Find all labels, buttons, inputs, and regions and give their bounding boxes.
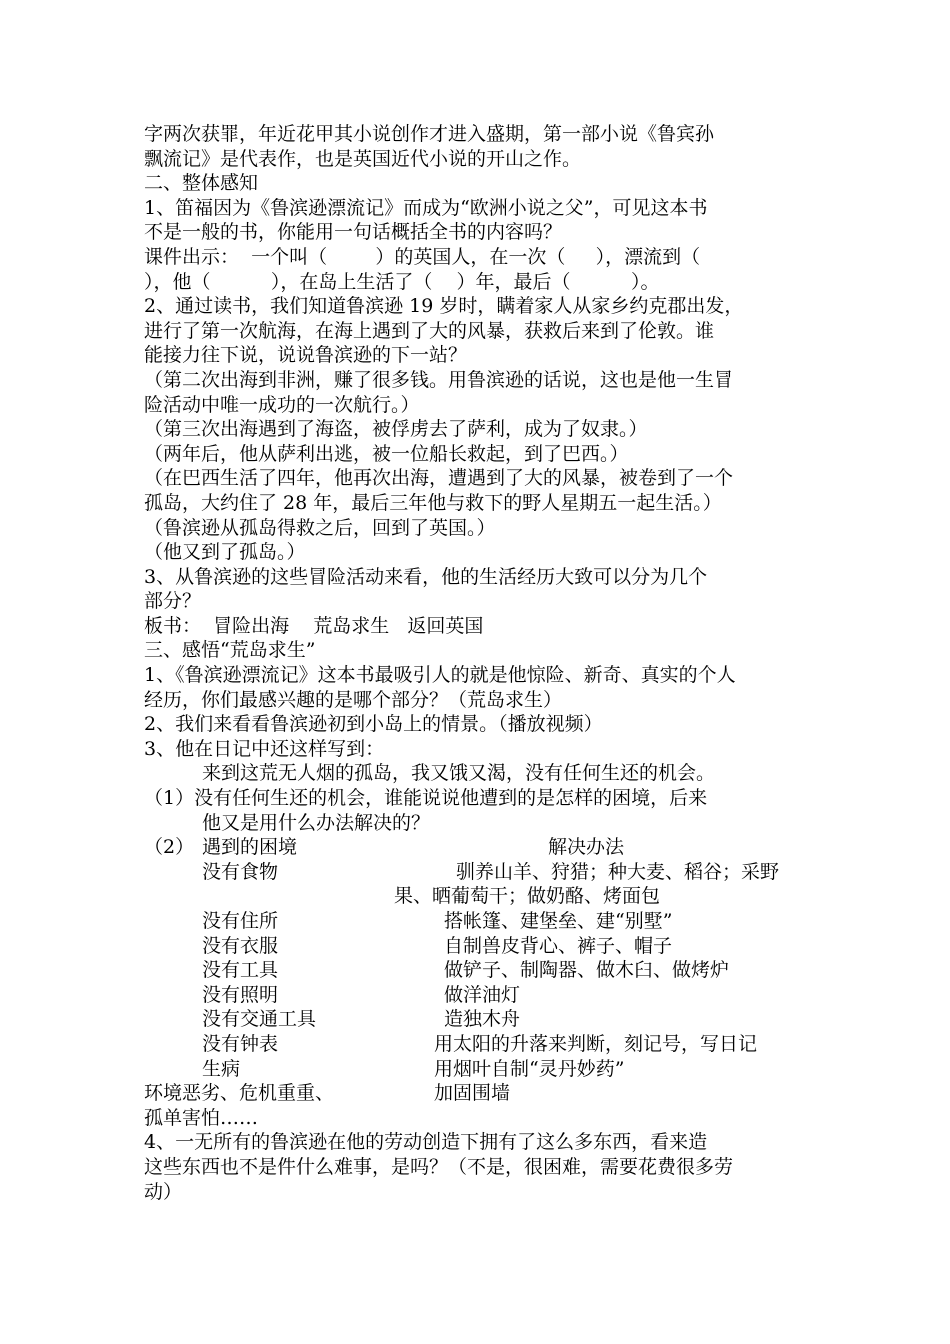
table-cell-right: 自制兽皮背心、裤子、帽子 xyxy=(444,934,673,957)
section-heading: 二、整体感知 xyxy=(144,172,259,195)
table-row xyxy=(144,1106,816,1131)
text-line: 1、笛福因为《鲁滨逊漂流记》而成为“欧洲小说之父”，可见这本书 xyxy=(144,196,708,219)
text-line: 课件出示： 一个叫（ ）的英国人，在一次（ ），漂流到（ xyxy=(144,245,701,268)
text-line: 动） xyxy=(144,1180,183,1203)
table-cell-right: 用烟叶自制“灵丹妙药” xyxy=(434,1057,625,1080)
difficulty-solution-table xyxy=(144,835,816,1130)
text-line: 1、《鲁滨逊漂流记》这本书最吸引人的就是他惊险、新奇、真实的个人 xyxy=(144,664,736,687)
table-header-right: 解决办法 xyxy=(548,836,625,859)
table-cell-left: 环境恶劣、危机重重、 xyxy=(144,1082,335,1105)
table-cell-left: 生病 xyxy=(202,1057,241,1080)
text-line: （鲁滨逊从孤岛得救之后，回到了英国。） xyxy=(144,516,496,539)
table-cell-right: 用太阳的升落来判断，刻记号，写日记 xyxy=(434,1032,758,1055)
text-line: 2、通过读书，我们知道鲁滨逊 19 岁时，瞒着家人从家乡约克郡出发， xyxy=(144,295,744,318)
table-cell-left: 没有衣服 xyxy=(202,934,279,957)
text-line: 字两次获罪，年近花甲其小说创作才进入盛期，第一部小说《鲁宾孙 xyxy=(144,123,715,145)
table-cell-right: 做铲子、制陶器、做木臼、做烤炉 xyxy=(444,959,730,982)
table-header-row xyxy=(144,835,816,860)
table-row xyxy=(144,884,816,909)
text-line: 3、他在日记中还这样写到： xyxy=(144,737,385,760)
table-row xyxy=(144,983,816,1008)
table-cell-left: 没有住所 xyxy=(202,910,279,932)
table-cell-right: 搭帐篷、建堡垒、建“别墅” xyxy=(444,910,673,932)
text-line: 这些东西也不是件什么难事，是吗？（不是，很困难，需要花费很多劳 xyxy=(144,1155,734,1178)
table-row xyxy=(144,1007,816,1032)
text-line: （在巴西生活了四年，他再次出海，遭遇到了大的风暴，被卷到了一个 xyxy=(144,467,734,490)
table-row xyxy=(144,958,816,983)
text-line: 不是一般的书，你能用一句话概括全书的内容吗？ xyxy=(144,221,563,244)
diary-quote: 来到这荒无人烟的孤岛，我又饿又渴，没有任何生还的机会。 xyxy=(202,762,716,785)
text-line: 3、从鲁滨逊的这些冒险活动来看，他的生活经历大致可以分为几个 xyxy=(144,565,708,588)
table-cell-right: 做洋油灯 xyxy=(444,983,521,1006)
table-cell-right: 加固围墙 xyxy=(434,1082,511,1105)
text-line: 4、一无所有的鲁滨逊在他的劳动创造下拥有了这么多东西，看来造 xyxy=(144,1131,708,1154)
text-line: （1）没有任何生还的机会，谁能说说他遭到的是怎样的困境，后来 xyxy=(144,787,708,810)
text-line: 经历，你们最感兴趣的是哪个部分？（荒岛求生） xyxy=(144,688,563,711)
text-line: 进行了第一次航海，在海上遇到了大的风暴，获救后来到了伦敦。谁 xyxy=(144,319,715,342)
table-cell-left: 没有工具 xyxy=(202,959,279,982)
document-body xyxy=(144,122,816,1204)
text-line: 孤岛，大约住了 28 年，最后三年他与救下的野人星期五一起生活。） xyxy=(144,491,722,514)
table-cell-left: 没有照明 xyxy=(202,983,279,1006)
text-line: 险活动中唯一成功的一次航行。） xyxy=(144,393,420,416)
table-cell-left: 没有钟表 xyxy=(202,1032,279,1055)
text-line: 能接力往下说，说说鲁滨逊的下一站？ xyxy=(144,344,468,367)
text-line: 部分？ xyxy=(144,590,202,613)
text-line: ），他（ ），在岛上生活了（ ）年，最后（ ）。 xyxy=(144,270,660,293)
table-row xyxy=(144,934,816,959)
table-cell-right: 果、晒葡萄干；做奶酪、烤面包 xyxy=(394,885,661,908)
text-line: 他又是用什么办法解决的？ xyxy=(202,811,431,834)
table-row xyxy=(144,860,816,885)
text-line: 飘流记》是代表作，也是英国近代小说的开山之作。 xyxy=(144,147,582,170)
text-line: （两年后，他从萨利出逃，被一位船长救起，到了巴西。） xyxy=(144,442,629,465)
section-heading: 三、感悟“荒岛求生” xyxy=(144,639,316,662)
table-header-number: （2） xyxy=(144,836,195,859)
table-row xyxy=(144,1032,816,1057)
text-line: 2、我们来看看鲁滨逊初到小岛上的情景。（播放视频） xyxy=(144,713,603,736)
text-line: 板书： 冒险出海 荒岛求生 返回英国 xyxy=(144,614,484,637)
table-cell-left: 孤单害怕…… xyxy=(144,1106,259,1129)
table-row xyxy=(144,909,816,934)
text-line: （第三次出海遇到了海盗，被俘虏去了萨利，成为了奴隶。） xyxy=(144,418,648,441)
table-cell-left: 没有食物 xyxy=(202,860,279,883)
table-row xyxy=(144,1081,816,1106)
table-cell-left: 没有交通工具 xyxy=(202,1008,317,1031)
table-cell-right: 造独木舟 xyxy=(444,1008,521,1031)
table-cell-right: 驯养山羊、狩猎；种大麦、稻谷；采野 xyxy=(456,860,780,883)
table-row xyxy=(144,1057,816,1082)
table-header-left: 遇到的困境 xyxy=(202,836,298,859)
text-line: （第二次出海到非洲，赚了很多钱。用鲁滨逊的话说，这也是他一生冒 xyxy=(144,368,734,391)
text-line: （他又到了孤岛。） xyxy=(144,541,306,564)
